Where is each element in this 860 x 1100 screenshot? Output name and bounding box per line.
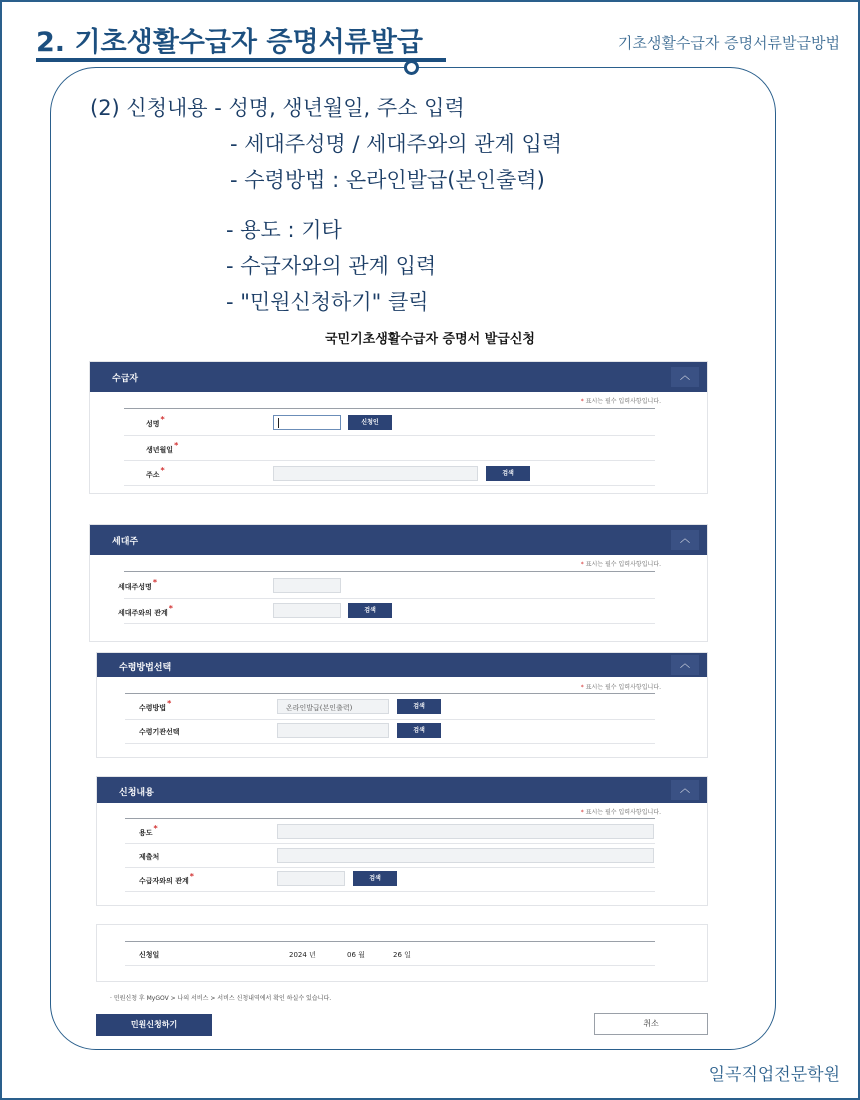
- address-input[interactable]: [273, 466, 478, 481]
- row-divider: [124, 460, 655, 461]
- section-application-date: [96, 924, 708, 982]
- required-note: * 표시는 필수 입력사항입니다.: [580, 809, 661, 816]
- collapse-icon[interactable]: ︿: [671, 530, 699, 550]
- section-header: [90, 525, 707, 555]
- name-label: 성명*: [146, 415, 165, 428]
- section-receipt-method: [96, 652, 708, 758]
- submit-request-button[interactable]: 민원신청하기: [96, 1014, 212, 1036]
- row-divider: [125, 965, 655, 966]
- cancel-button[interactable]: 취소: [594, 1013, 708, 1035]
- recipient-relation-input[interactable]: [277, 871, 345, 886]
- collapse-icon[interactable]: ︿: [671, 367, 699, 387]
- footnote: · 민원신청 후 MyGOV > 나의 서비스 > 서비스 신청내역에서 확인 하실수 있습니다.: [110, 995, 332, 1002]
- row-divider: [125, 719, 655, 720]
- receipt-agency-label: 수령기관선택: [139, 728, 180, 736]
- name-input[interactable]: [273, 415, 341, 430]
- row-divider: [124, 571, 655, 572]
- footer-academy-name: 일곡직업전문학원: [708, 1065, 840, 1085]
- section-household: [89, 524, 708, 642]
- receipt-method-search-button[interactable]: 검색: [397, 699, 441, 714]
- recipient-relation-label: 수급자와의 관계*: [139, 872, 194, 885]
- row-divider: [125, 843, 655, 844]
- row-divider: [125, 743, 655, 744]
- row-divider: [124, 435, 655, 436]
- row-divider: [124, 408, 655, 409]
- row-divider: [124, 623, 655, 624]
- application-date-label: 신청일: [139, 951, 160, 959]
- section-title: 수령방법선택: [119, 663, 172, 673]
- submit-to-label: 제출처: [139, 853, 160, 861]
- row-divider: [124, 598, 655, 599]
- birth-label: 생년월일*: [146, 441, 179, 454]
- instruction-line: - 세대주성명 / 세대주와의 관계 입력: [230, 132, 563, 156]
- instruction-line: (2) 신청내용 - 성명, 생년월일, 주소 입력: [90, 96, 465, 120]
- receipt-method-label: 수령방법*: [139, 699, 172, 712]
- section-title: 세대주: [112, 537, 139, 547]
- row-divider: [125, 693, 655, 694]
- household-relation-search-button[interactable]: 검색: [348, 603, 392, 618]
- self-applicant-button[interactable]: 신청인: [348, 415, 392, 430]
- application-month: 06 월: [347, 951, 365, 959]
- row-divider: [125, 941, 655, 942]
- receipt-method-select[interactable]: 온라인발급(본인출력): [277, 699, 389, 714]
- household-head-name-label: 세대주성명*: [118, 578, 157, 591]
- receipt-agency-search-button[interactable]: 검색: [397, 723, 441, 738]
- section-header: [90, 362, 707, 392]
- household-relation-label: 세대주와의 관계*: [118, 604, 173, 617]
- instruction-line: - 용도 : 기타: [226, 218, 342, 242]
- row-divider: [125, 818, 655, 819]
- application-day: 26 일: [393, 951, 411, 959]
- required-note: * 표시는 필수 입력사항입니다.: [580, 561, 661, 568]
- application-year: 2024 년: [289, 951, 316, 959]
- text-caret: [278, 418, 279, 428]
- household-head-name-input[interactable]: [273, 578, 341, 593]
- recipient-relation-search-button[interactable]: 검색: [353, 871, 397, 886]
- collapse-icon[interactable]: ︿: [671, 780, 699, 800]
- instruction-line: - 수급자와의 관계 입력: [226, 254, 437, 278]
- address-label: 주소*: [146, 466, 165, 479]
- title-underline: [36, 58, 446, 62]
- collapse-icon[interactable]: ︿: [671, 655, 699, 675]
- connector-dot-icon: [404, 60, 419, 75]
- receipt-agency-input[interactable]: [277, 723, 389, 738]
- purpose-input[interactable]: [277, 824, 654, 839]
- section-title: 신청내용: [119, 788, 154, 798]
- row-divider: [124, 485, 655, 486]
- section-request-details: [96, 776, 708, 906]
- section-header: [97, 777, 707, 803]
- household-relation-input[interactable]: [273, 603, 341, 618]
- row-divider: [125, 867, 655, 868]
- section-title: 수급자: [112, 374, 139, 384]
- header-subtitle: 기초생활수급자 증명서류발급방법: [617, 34, 840, 52]
- slide-title: 2. 기초생활수급자 증명서류발급: [36, 27, 423, 58]
- row-divider: [125, 891, 655, 892]
- address-search-button[interactable]: 검색: [486, 466, 530, 481]
- section-recipient: [89, 361, 708, 494]
- form-title: 국민기초생활수급자 증명서 발급신청: [325, 332, 535, 347]
- required-note: * 표시는 필수 입력사항입니다.: [580, 684, 661, 691]
- instruction-line: - 수령방법 : 온라인발급(본인출력): [230, 168, 545, 192]
- required-note: * 표시는 필수 입력사항입니다.: [580, 398, 661, 405]
- instruction-line: - "민원신청하기" 클릭: [226, 290, 429, 314]
- submit-to-input[interactable]: [277, 848, 654, 863]
- purpose-label: 용도*: [139, 824, 158, 837]
- section-header: [97, 653, 707, 677]
